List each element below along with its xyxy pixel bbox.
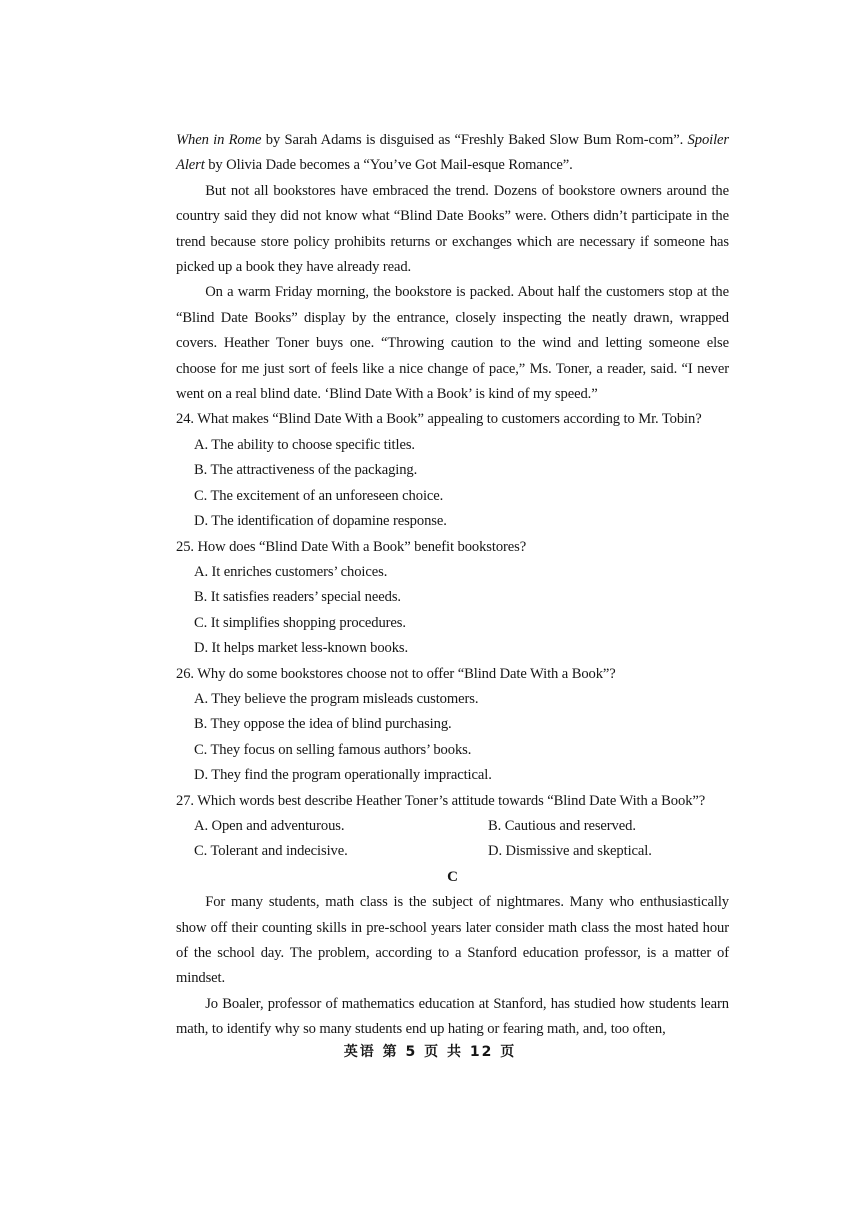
option-b: B. They oppose the idea of blind purchasing. [194,716,452,733]
option-d: D. They find the program operationally impractical. [194,767,492,784]
option-b: B. The attractiveness of the packaging. [194,462,418,479]
option-a: A. It enriches customers’ choices. [194,563,388,580]
question-stem: 26. Why do some bookstores choose not to offer “Blind Date With a Book”? [176,665,616,682]
question-stem: 27. Which words best describe Heather Toner’s attitude towards “Blind Date With a Book”? [176,792,706,809]
question-25 [176,535,729,662]
question-26 [176,662,729,789]
option-a: A. The ability to choose specific titles. [194,436,415,453]
passage-paragraph: Jo Boaler, professor of mathematics education at Stanford, has studied how students learn math, to identify why so many students end up hating or fearing math, and, too often, [176,995,729,1038]
question-27 [176,789,729,865]
question-stem: 24. What makes “Blind Date With a Book” appealing to customers according to Mr. Tobin? [176,411,702,428]
book-title-when-in-rome: When in Rome [176,132,262,148]
option-b: B. It satisfies readers’ special needs. [194,589,401,606]
book-title-spoiler-alert: Spoiler Alert [176,132,730,174]
option-row [194,839,729,864]
option-a: A. Open and adventurous. [194,817,345,834]
passage-paragraph: But not all bookstores have embraced the trend. Dozens of bookstore owners around the country said they did not know what “Blind Date Books” were. Others didn’t participate in the trend because store policy prohibits returns or exchanges which are necessary if someone has picked up a book they have already read. [176,182,729,276]
option-c: C. They focus on selling famous authors’ books. [194,741,472,758]
option-d: D. Dismissive and skeptical. [488,843,652,860]
option-a: A. They believe the program misleads customers. [194,690,479,707]
section-heading: C [447,868,458,885]
option-b: B. Cautious and reserved. [488,817,636,834]
option-d: D. The identification of dopamine response. [194,513,447,530]
question-stem: 25. How does “Blind Date With a Book” benefit bookstores? [176,538,527,555]
option-c: C. The excitement of an unforeseen choice. [194,487,444,504]
passage-paragraph: For many students, math class is the subject of nightmares. Many who enthusiastically show off their counting skills in pre-school years later consider math class the most hated hour of the school day. The problem, according to a Stanford education professor, is a matter of mindset. [176,894,729,987]
passage-paragraph-intro: When in Rome by Sarah Adams is disguised as “Freshly Baked Slow Bum Rom-com”. Spoiler Alert by Olivia Dade becomes a “You’ve Got Mail-esque Romance”. [176,132,730,174]
page-footer: 英语 第 5 页 共 12 页 [343,1044,517,1060]
option-c: C. Tolerant and indecisive. [194,843,348,860]
option-row [194,814,729,839]
passage-paragraph: On a warm Friday morning, the bookstore is packed. About half the customers stop at the “Blind Date Books” display by the entrance, closely inspecting the neatly drawn, wrapped covers. Heather Toner buys one. “Throwing caution to the wind and letting someone else choose for me just sort of feels like a nice change of pace,” Ms. Toner, a reader, said. “I never went on a real blind date. ‘Blind Date With a Book’ is kind of my speed.” [176,284,729,403]
option-c: C. It simplifies shopping procedures. [194,614,406,631]
passage-content [176,128,729,1043]
question-24 [176,407,729,534]
option-d: D. It helps market less-known books. [194,640,409,657]
